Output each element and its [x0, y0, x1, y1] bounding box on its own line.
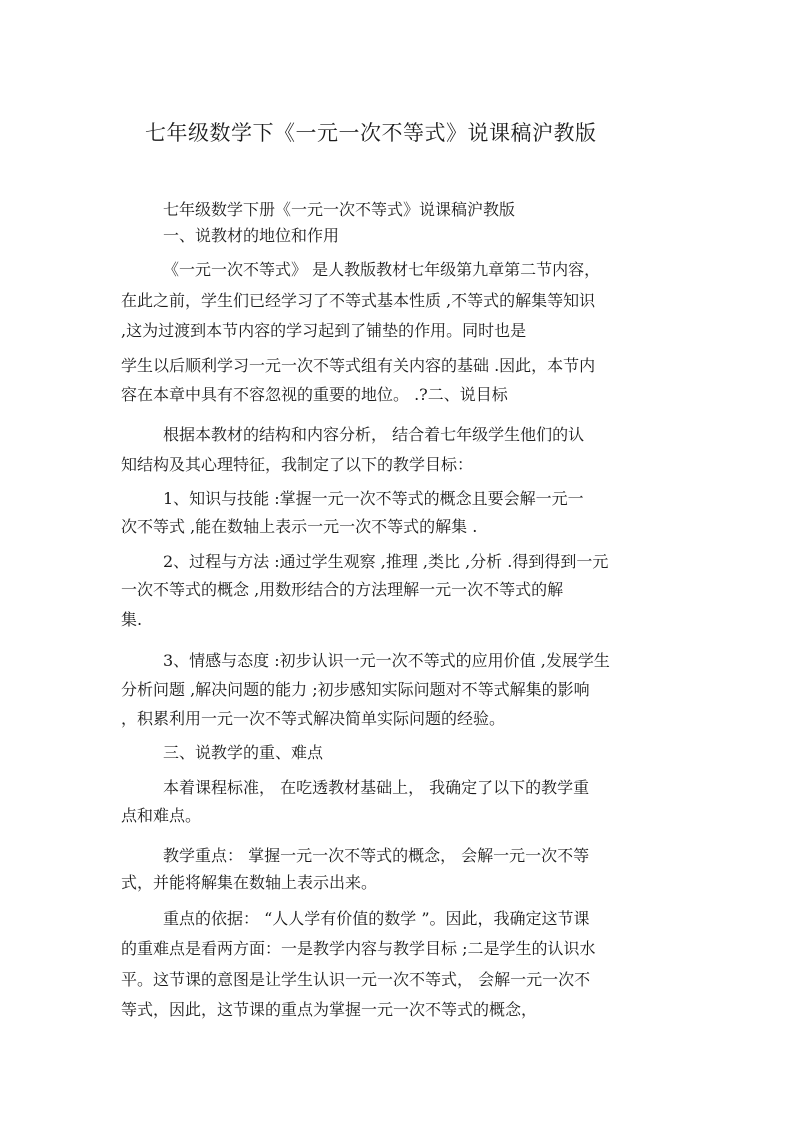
document-title: 七年级数学下《一元一次不等式》说课稿沪教版 — [145, 121, 597, 145]
paragraph-line: 的重难点是看两方面：一是教学内容与教学目标 ;二是学生的认识水 — [121, 939, 596, 958]
list-item-line: 分析问题 ,解决问题的能力 ;初步感知实际问题对不等式解集的影响 — [121, 680, 590, 699]
subtitle-line: 七年级数学下册《一元一次不等式》说课稿沪教版 — [163, 200, 516, 219]
list-item-line: 一次不等式的概念 ,用数形结合的方法理解一元一次不等式的解 — [121, 580, 564, 599]
section-heading-1: 一、说教材的地位和作用 — [163, 226, 340, 245]
list-item-line: ，积累利用一元一次不等式解决简单实际问题的经验。 — [121, 709, 506, 728]
paragraph-line: 教学重点： 掌握一元一次不等式的概念， 会解一元一次不等 — [163, 846, 590, 865]
paragraph-line: 重点的依据： “人人学有价值的数学 ”。因此，我确定这节课 — [163, 909, 590, 928]
paragraph-line: ,这为过渡到本节内容的学习起到了铺垫的作用。同时也是 — [121, 321, 527, 340]
list-item-line: 2、过程与方法 :通过学生观察 ,推理 ,类比 ,分析 .得到得到一元 — [163, 552, 609, 571]
list-item-line: 集. — [121, 610, 143, 629]
paragraph-line: 《一元一次不等式》 是人教版教材七年级第九章第二节内容， — [163, 260, 601, 279]
list-item-line: 3、情感与态度 :初步认识一元一次不等式的应用价值 ,发展学生 — [163, 651, 610, 670]
section-heading-3: 三、说教学的重、难点 — [163, 743, 324, 762]
paragraph-line: 等式，因此，这节课的重点为掌握一元一次不等式的概念， — [121, 1000, 538, 1019]
paragraph-line: 本着课程标准， 在吃透教材基础上， 我确定了以下的教学重 — [163, 778, 590, 797]
paragraph-line: 平。这节课的意图是让学生认识一元一次不等式， 会解一元一次不 — [121, 970, 591, 989]
paragraph-line: 根据本教材的结构和内容分析， 结合着七年级学生他们的认 — [163, 425, 585, 444]
paragraph-line: 学生以后顺利学习一元一次不等式组有关内容的基础 .因此，本节内 — [121, 356, 596, 375]
paragraph-line: 容在本章中具有不容忽视的重要的地位。 .?二、说目标 — [121, 385, 508, 404]
paragraph-line: 点和难点。 — [121, 806, 202, 825]
paragraph-line: 知结构及其心理特征，我制定了以下的教学目标： — [121, 455, 474, 474]
paragraph-line: 式，并能将解集在数轴上表示出来。 — [121, 873, 378, 892]
list-item-line: 次不等式 ,能在数轴上表示一元一次不等式的解集 . — [121, 517, 478, 536]
list-item-line: 1、知识与技能 :掌握一元一次不等式的概念且要会解一元一 — [163, 489, 584, 508]
paragraph-line: 在此之前，学生们已经学习了不等式基本性质 ,不等式的解集等知识 — [121, 291, 596, 310]
